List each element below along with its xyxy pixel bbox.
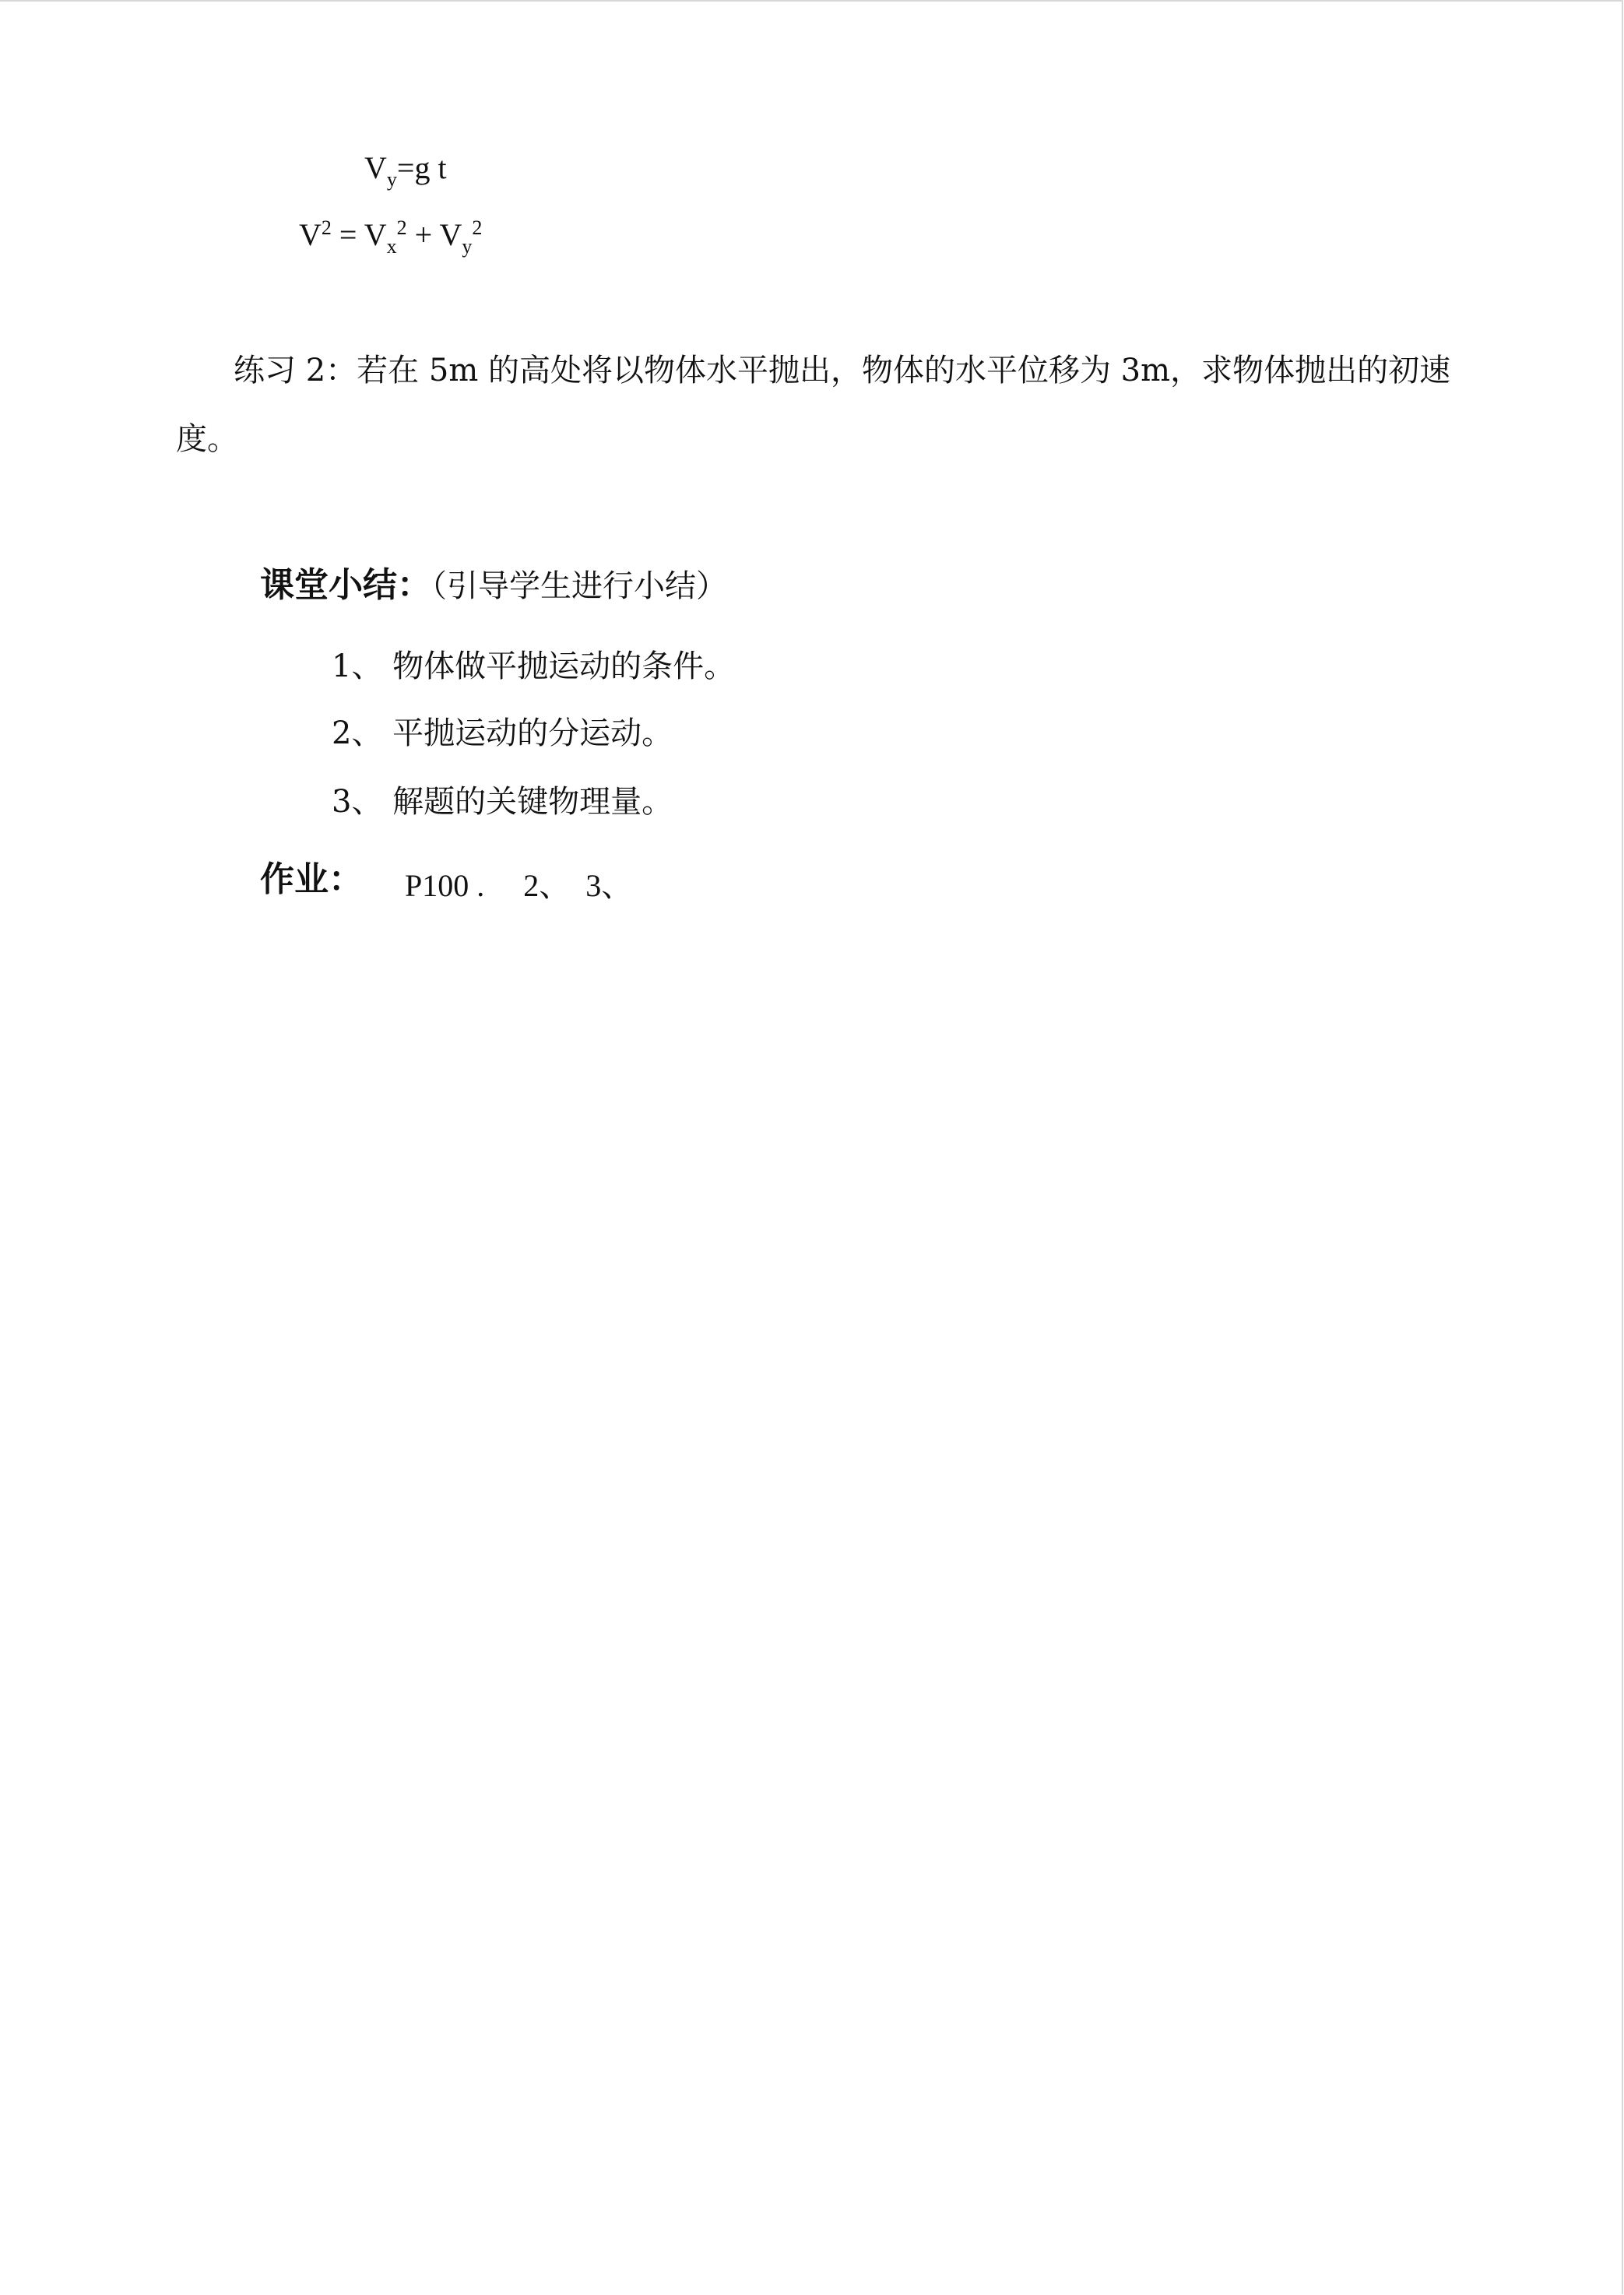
summary-note: （引导学生进行小结）: [431, 568, 727, 604]
exercise-line-2: 度。: [176, 421, 238, 457]
homework-row: [260, 859, 363, 899]
summary-item-1: 1、 物体做平抛运动的条件。: [332, 648, 736, 684]
eq-t1-base: V: [364, 217, 387, 252]
eq-vy-rest: =g t: [396, 150, 447, 185]
eq-t2-sub: y: [462, 235, 473, 258]
summary-heading: 课堂小结：: [260, 565, 431, 605]
eq-lhs-base: V: [299, 217, 322, 252]
eq-t2-base: V: [439, 217, 462, 252]
exercise-line-1: 练习 2：若在 5m 的高处将以物体水平抛出，物体的水平位移为 3m，求物体抛出的初速: [234, 353, 1451, 388]
summary-item-2: 2、 平抛运动的分运动。: [332, 715, 673, 751]
equation-v-squared: [299, 216, 483, 258]
eq-t1-sub: x: [386, 235, 397, 258]
summary-heading-row: [260, 565, 727, 605]
eq-lhs-sup: 2: [321, 216, 332, 239]
summary-item-3: 3、 解题的关键物理量。: [332, 784, 673, 820]
homework-heading: 作业：: [260, 859, 363, 899]
eq-vy-base: V: [364, 150, 387, 185]
eq-vy-sub: y: [386, 168, 397, 191]
eq-t1-sup: 2: [396, 216, 407, 239]
eq-equals: =: [331, 217, 364, 252]
eq-t2-sup: 2: [472, 216, 483, 239]
homework-items: P100 . 2、 3、: [405, 868, 633, 903]
equation-vy: [364, 150, 447, 191]
eq-plus: +: [406, 217, 440, 252]
